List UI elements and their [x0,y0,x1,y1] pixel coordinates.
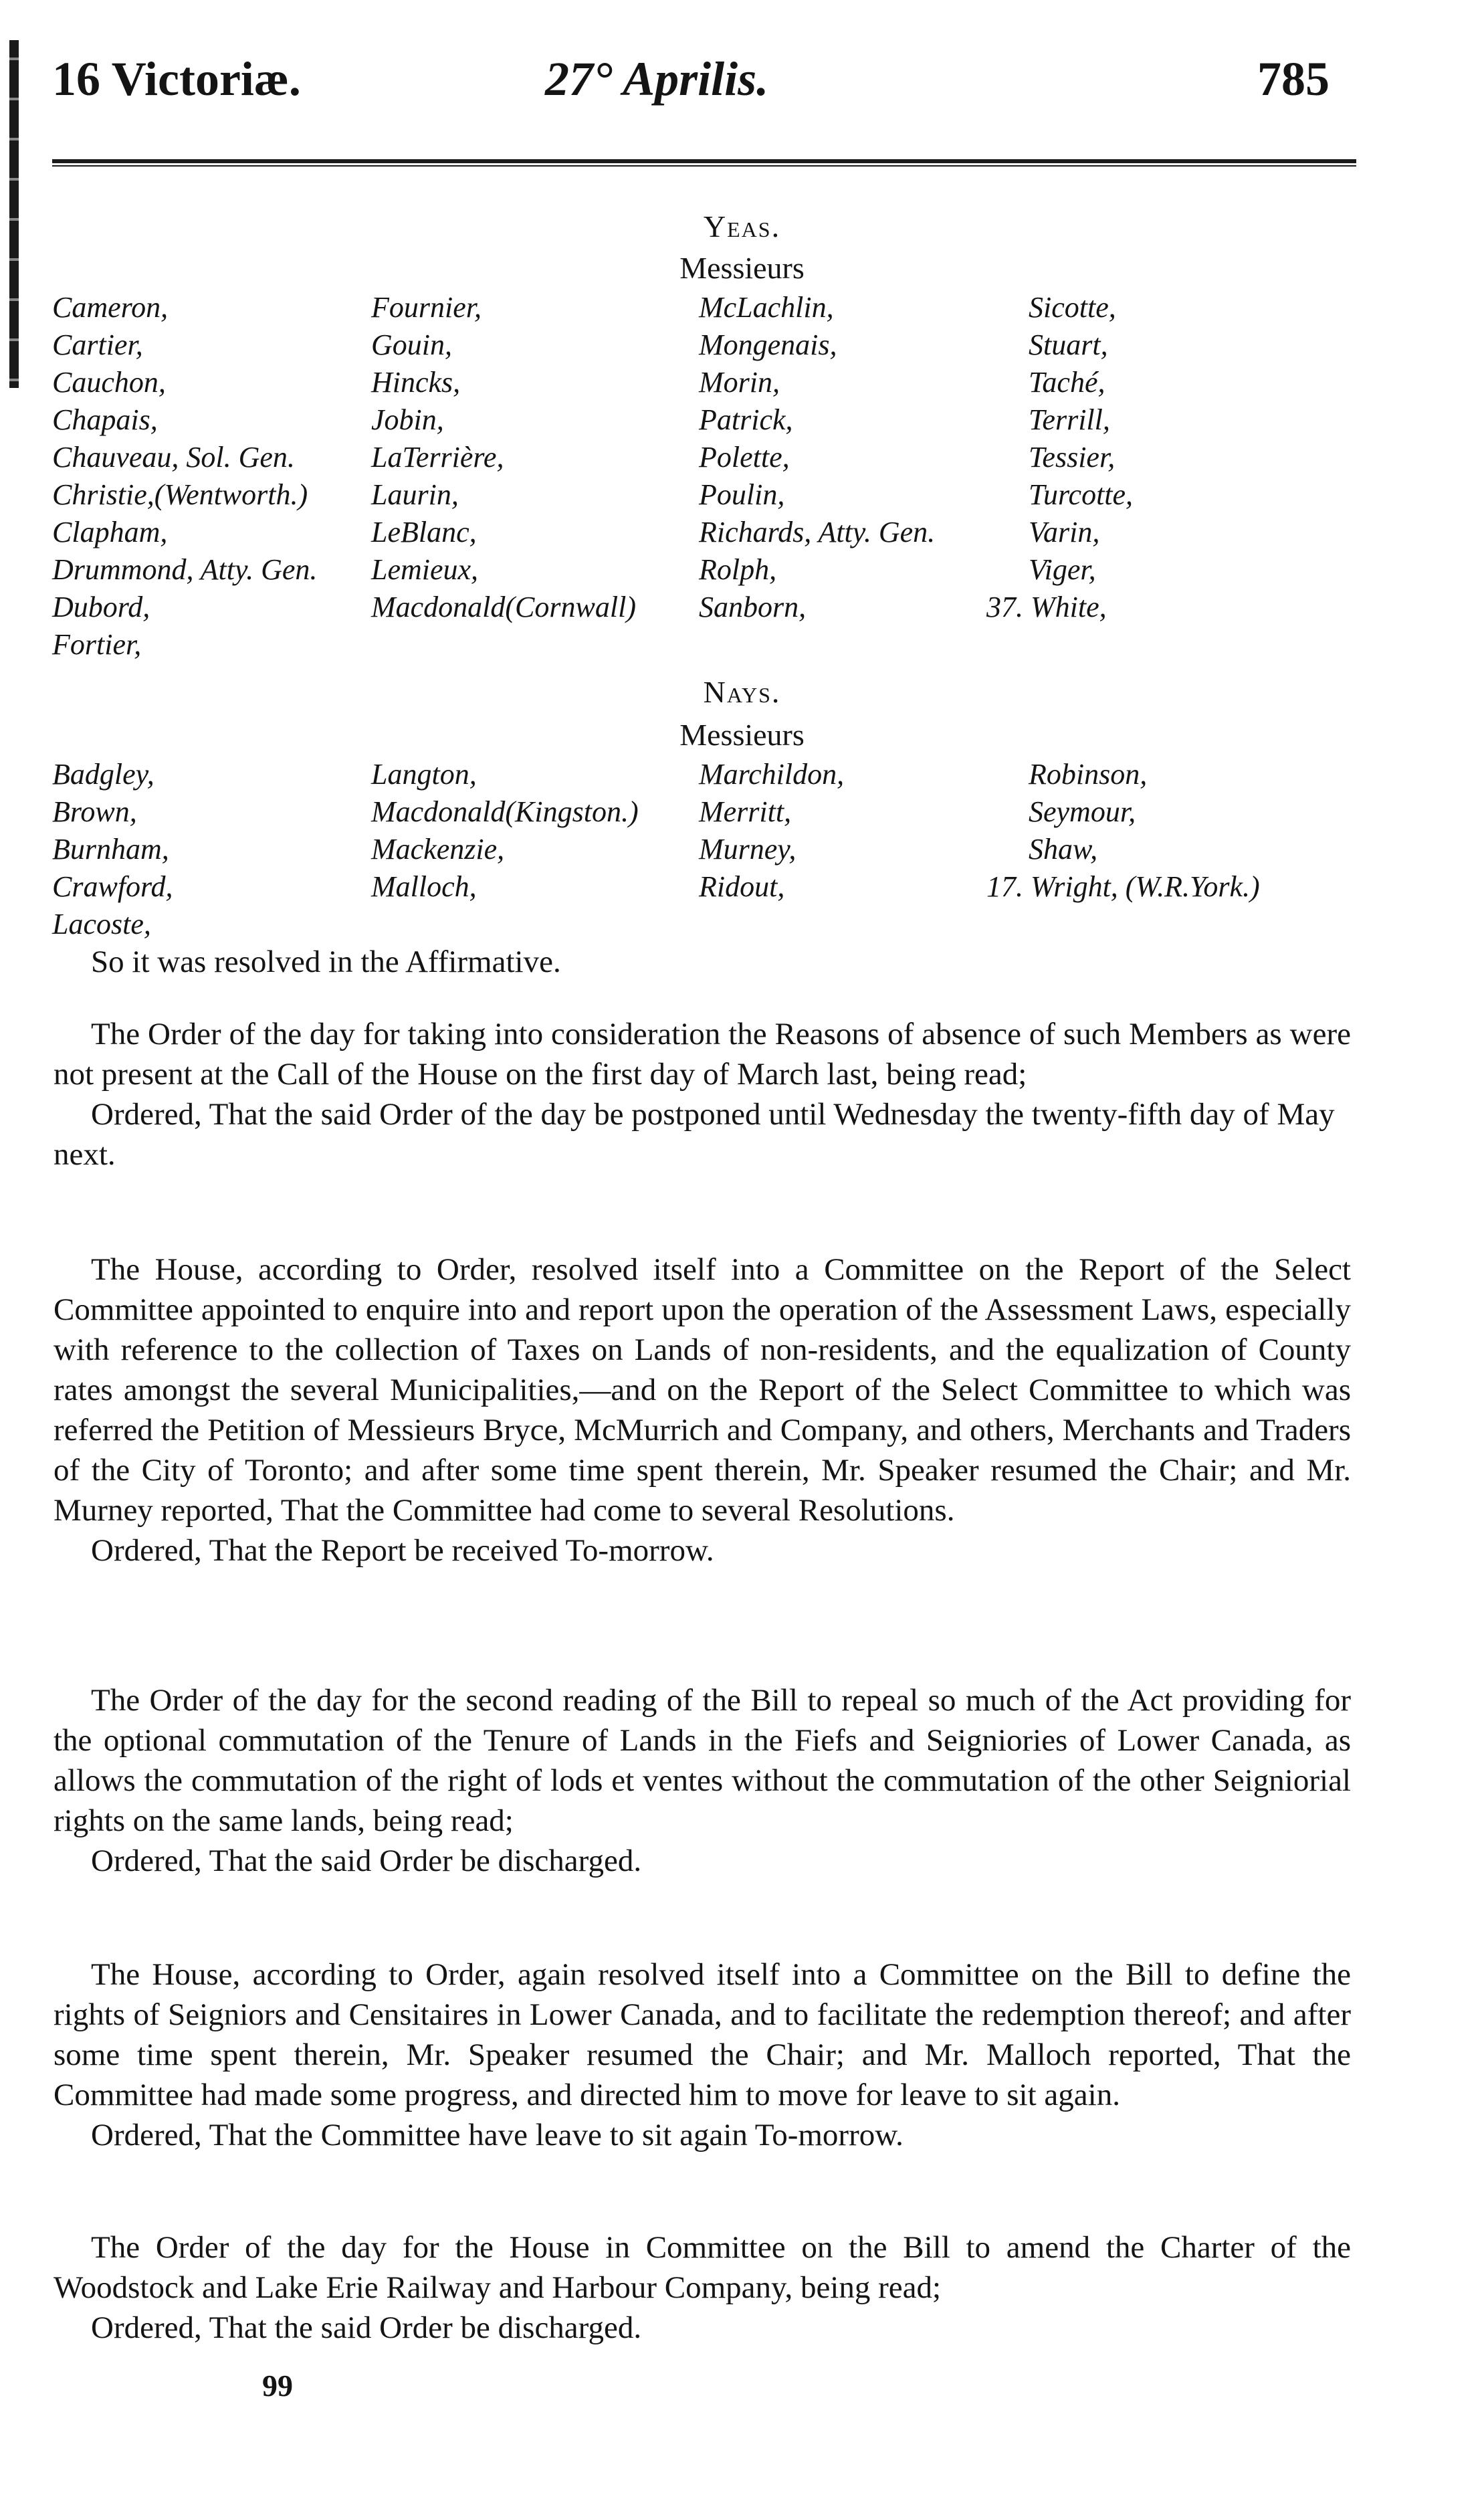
yeas-member: Cameron, [52,291,169,324]
page-number: 785 [1257,52,1330,106]
nays-member: Malloch, [371,870,477,903]
yeas-member: Macdonald(Cornwall) [371,591,636,623]
nays-member: Langton, [371,758,477,791]
yeas-member: Fournier, [371,291,482,324]
yeas-member: McLachlin, [699,291,834,324]
nays-member: Robinson, [1029,758,1148,791]
yeas-member: Hincks, [371,366,461,399]
ordered-text: Ordered, That the Committee have leave to sit again To-morrow. [91,2118,904,2152]
nays-subheading: Messieurs [679,718,805,752]
ordered-text: Ordered, That the said Order be discharged. [91,2310,642,2345]
running-head-date: 27° Aprilis. [545,52,769,106]
yeas-member: Jobin, [371,403,444,436]
nays-member: Burnham, [52,833,169,866]
header-rule [52,159,1356,167]
ordered-text: Ordered, That the said Order of the day be postponed until Wednesday the twenty-fifth day of May next. [54,1097,1335,1172]
proceeding-assessment [54,1249,1351,1571]
resolution-result: So it was resolved in the Affirmative. [91,944,561,979]
yeas-member: Chauveau, Sol. Gen. [52,441,295,474]
yeas-subheading: Messieurs [679,251,805,285]
proceeding-seigniories-bill [54,1680,1351,1881]
yeas-member: 37. White, [986,591,1107,623]
proceeding-text: The House, according to Order, resolved itself into a Committee on the Report of the Select Committee appointed to enquire into and report upon the operation of the Assessment Laws, especially with reference to the collection of Taxes on Lands of non-residents, and the equalization of County rates amongst the several Municipalities,—and on the Report of the Select Committee to which was referred the Petition of Messieurs Bryce, McMurrich and Company, and others, Merchants and Traders of the City of Toronto; and after some time spent therein, Mr. Speaker resumed the Chair; and Mr. Murney reported, That the Committee had come to several Resolutions. [54,1252,1351,1528]
nays-member: Merritt, [699,795,792,828]
nays-member: 17. Wright, (W.R.York.) [986,870,1260,903]
yeas-member: Taché, [1029,366,1105,399]
nays-member: Seymour, [1029,795,1136,828]
proceeding-absence [54,1014,1351,1175]
yeas-member: Terrill, [1029,403,1110,436]
yeas-member: Cartier, [52,328,143,361]
ordered-text: Ordered, That the Report be received To-morrow. [91,1533,714,1568]
yeas-member: Drummond, Atty. Gen. [52,553,318,586]
yeas-member: LeBlanc, [371,516,477,548]
yeas-member: Clapham, [52,516,168,548]
yeas-member: Cauchon, [52,366,166,399]
proceeding-censitaires-bill [54,1954,1351,2155]
yeas-member: Lemieux, [371,553,479,586]
yeas-member: Laurin, [371,478,459,511]
yeas-member: Chapais, [52,403,158,436]
running-head-left: 16 Victoriæ. [52,52,301,106]
nays-member: Badgley, [52,758,154,791]
yeas-member: Poulin, [699,478,785,511]
yeas-member: Sicotte, [1029,291,1116,324]
nays-member: Crawford, [52,870,173,903]
yeas-member: Viger, [1029,553,1096,586]
yeas-member: Morin, [699,366,780,399]
proceeding-text: The Order of the day for taking into consideration the Reasons of absence of such Members as were not present at the Call of the House on the first day of March last, being read; [54,1017,1351,1092]
nays-member: Macdonald(Kingston.) [371,795,639,828]
yeas-member: Turcotte, [1029,478,1134,511]
proceeding-text: The Order of the day for the second reading of the Bill to repeal so much of the Act providing for the optional commutation of the Tenure of Lands in the Fiefs and Seigniories of Lower Canada, as allows the commutation of the right of lods et ventes without the commutation of the other Seigniorial rights on the same lands, being read; [54,1683,1351,1838]
yeas-heading: Yeas. [703,209,781,243]
yeas-member: Christie,(Wentworth.) [52,478,308,511]
yeas-member: Polette, [699,441,790,474]
nays-member: Marchildon, [699,758,845,791]
nays-member: Murney, [699,833,797,866]
proceeding-text: The House, according to Order, again resolved itself into a Committee on the Bill to define the rights of Seigniors and Censitaires in Lower Canada, and to facilitate the redemption thereof; and after some time spent therein, Mr. Speaker resumed the Chair; and Mr. Malloch reported, That the Committee had made some progress, and directed him to move for leave to sit again. [54,1957,1351,2112]
proceeding-text: The Order of the day for the House in Committee on the Bill to amend the Charter of the Woodstock and Lake Erie Railway and Harbour Company, being read; [54,2230,1351,2305]
yeas-member: Sanborn, [699,591,807,623]
yeas-member: Mongenais, [699,328,837,361]
yeas-member: Tessier, [1029,441,1116,474]
nays-member: Lacoste, [52,908,151,940]
nays-member: Brown, [52,795,137,828]
signature-mark: 99 [262,2369,293,2403]
yeas-member: Varin, [1029,516,1100,548]
nays-member: Shaw, [1029,833,1098,866]
proceeding-railway-bill [54,2227,1351,2348]
nays-member: Mackenzie, [371,833,505,866]
yeas-member: Patrick, [699,403,793,436]
nays-member: Ridout, [699,870,785,903]
yeas-member: Rolph, [699,553,777,586]
ordered-text: Ordered, That the said Order be discharged. [91,1843,642,1878]
yeas-member: LaTerrière, [371,441,504,474]
yeas-member: Stuart, [1029,328,1108,361]
yeas-member: Dubord, [52,591,150,623]
yeas-member: Fortier, [52,628,142,661]
yeas-member: Richards, Atty. Gen. [699,516,936,548]
yeas-member: Gouin, [371,328,452,361]
nays-heading: Nays. [703,675,781,709]
